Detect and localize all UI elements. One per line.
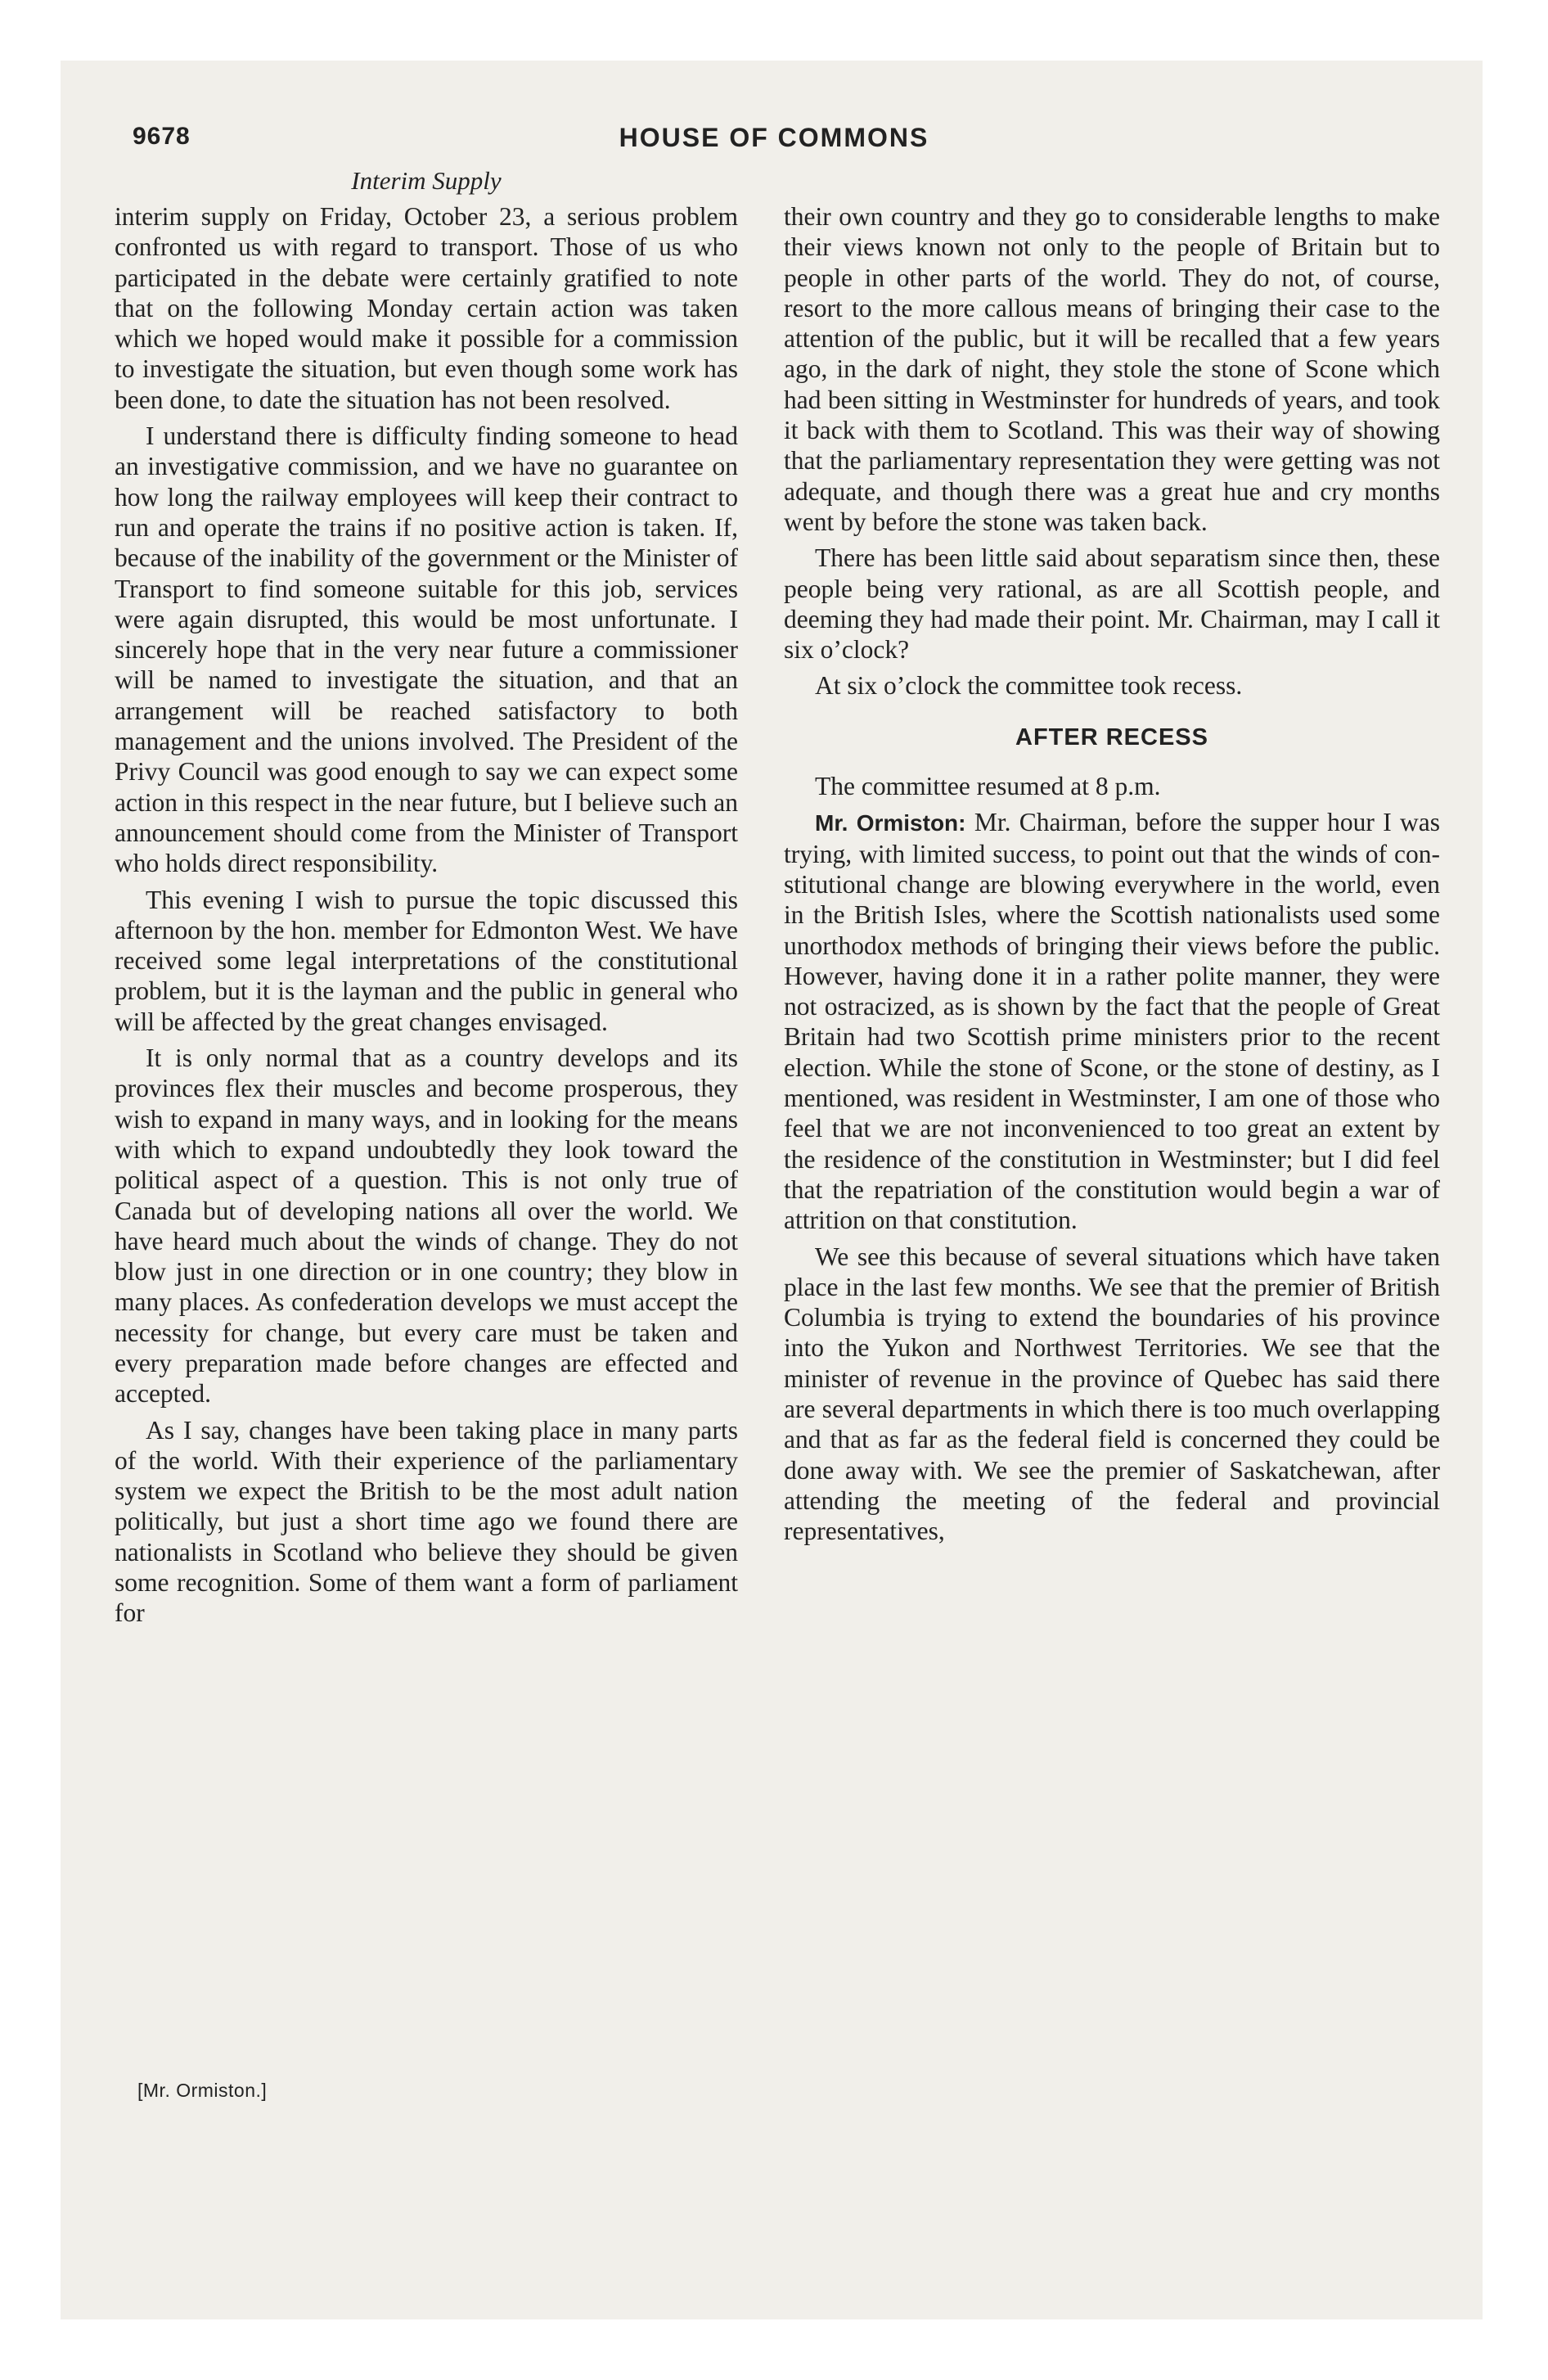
paragraph: I understand there is difficulty finding someone to head an investigative commission, and we have no guarantee on how long the railway employees will keep their contract to run and operate the trains if no positive action is taken. If, because of the inability of the government or the Minister of Transport to find someone suitable for this job, services were again disrupted, this would be most unfortunate. I sincerely hope that in the very near future a commissioner will be named to investigate the situation, and that an arrangement will be reached satisfactory to both management and the unions involved. The President of the Privy Council was good enough to say we can expect some action in this respect in the near future, but I believe such an announcement should come from the Minister of Transport who holds direct responsibility. xyxy=(115,421,738,878)
recess-heading: AFTER RECESS xyxy=(1015,723,1208,751)
paragraph: There has been little said about separatism since then, these people being very rational, as are all Scottish people, and deeming they had made their point. Mr. Chairman, may I call it six o’clock? xyxy=(784,543,1440,665)
paragraph: We see this because of several situations which have taken place in the last few months. We see that the premier of British Columbia is trying to extend the boundaries of his province into the Yukon and Northwest Territories. We see that the minister of revenue in the province of Quebec has said there are several departments in which there is too much overlapping and that as far as the federal field is concerned they could be done away with. We see the premier of Saskatchewan, after attending the meeting of the federal and provincial representatives, xyxy=(784,1242,1440,1546)
paragraph: This evening I wish to pursue the topic discussed this afternoon by the hon. member for Edmonton West. We have received some legal interpretations of the constitutional problem, but it is the layman and the public in general who will be affected by the great changes envisaged. xyxy=(115,885,738,1036)
paragraph: interim supply on Friday, October 23, a serious problem confronted us with regard to transport. Those of us who participated in the debate were certainly gratified to note that on the following Monday certain action was taken which we hoped would make it possible for a commission to investigate the situation, but even though some work has been done, to date the situation has not been resolved. xyxy=(115,202,738,414)
speaker-name: Mr. Ormiston: xyxy=(815,810,966,836)
paragraph: their own country and they go to considerable lengths to make their views known not only to the people of Britain but to people in other parts of the world. They do not, of course, resort to the more callous means of bringing their case to the attention of the public, but it will be recalled that a few years ago, in the dark of night, they stole the stone of Scone which had been sitting in Westminster for hundreds of years, and took it back with them to Scotland. This was their way of showing that the parliamentary representation they were getting was not adequate, and though there was a great hue and cry months went by before the stone was taken back. xyxy=(784,202,1440,536)
section-title: Interim Supply xyxy=(351,166,502,195)
procedural-note: At six o’clock the committee took recess. xyxy=(815,671,1243,701)
speech-text: Mr. Chairman, before the supper hour I was trying, with limited success, to point out that the winds of constitutional change are blowing everywhere in the world, even in the British Isles, where the Scottish nationalists used some unorthodox methods of bringing their views before the public. However, having done it in a rather polite manner, they were not ostracized, as is shown by the fact that the people of Great Britain had two Scottish prime ministers prior to the recent election. While the stone of Scone, or the stone of destiny, as I mentioned, was resident in Westminster, I am one of those who feel that we are not inconvenienced to too great an extent by the residence of the constitution in Westminster; but I did feel that the repatriation of the constitution would begin a war of attrition on that constitution. xyxy=(784,808,1441,1235)
speaker-footnote: [Mr. Ormiston.] xyxy=(137,2080,268,2101)
paragraph: As I say, changes have been taking place in many parts of the world. With their experience of the parliamentary system we expect the British to be the most adult nation politically, but just a short time ago we found there are nationalists in Scotland who believe they should be given some recognition. Some of them want a form of parliament for xyxy=(115,1415,738,1628)
page-number: 9678 xyxy=(133,123,191,150)
paragraph: It is only normal that as a country develops and its provinces flex their muscles and become prosperous, they wish to expand in many ways, and in looking for the means with which to expand undoubtedly they look toward the political aspect of a question. This is not only true of Canada but of developing nations all over the world. We have heard much about the winds of change. They do not blow just in one direction or in one country; they blow in many places. As confederation develops we must accept the necessity for change, but every care must be taken and every preparation made before changes are effected and accepted. xyxy=(115,1044,738,1409)
procedural-note: The committee resumed at 8 p.m. xyxy=(815,772,1161,801)
running-title: HOUSE OF COMMONS xyxy=(619,123,929,152)
right-column xyxy=(784,201,1440,1552)
left-column xyxy=(115,201,738,1634)
speech-paragraph xyxy=(784,807,1440,1235)
